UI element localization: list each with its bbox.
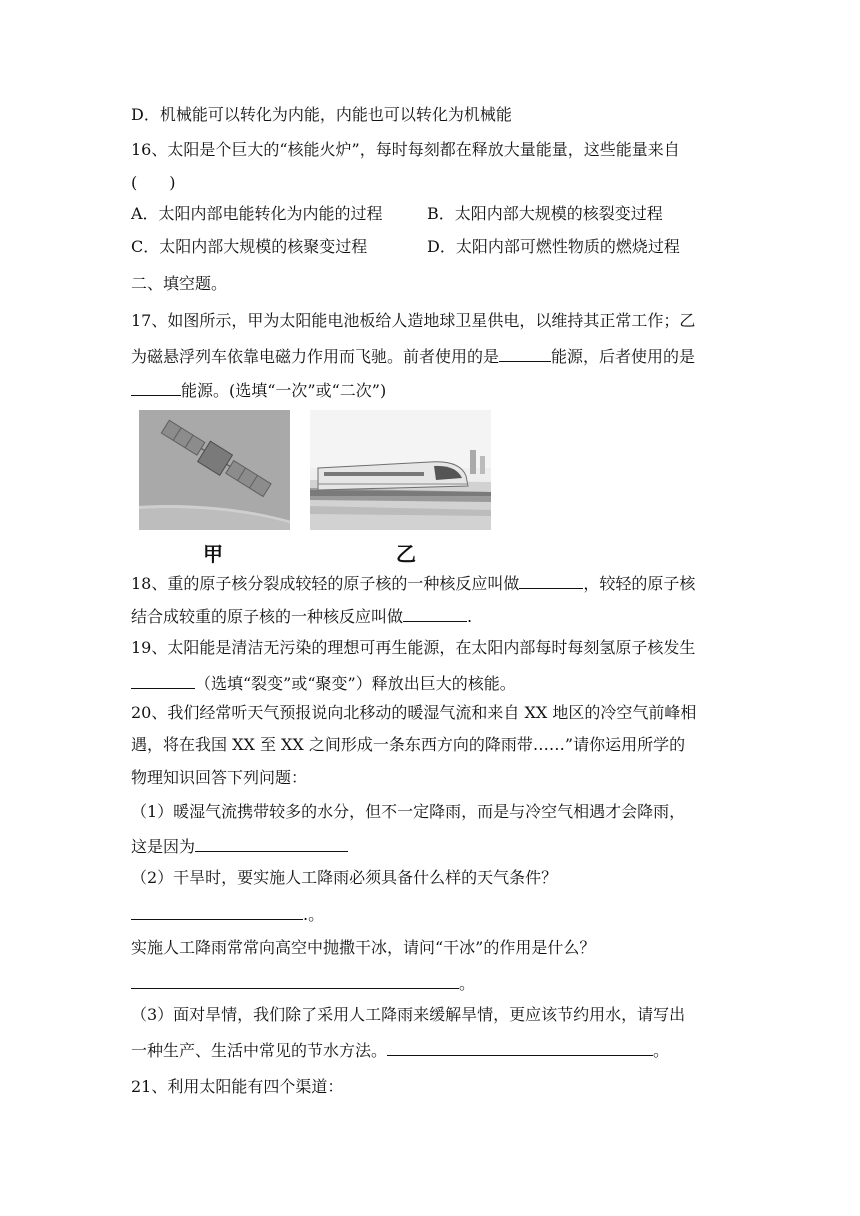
answer-blank[interactable] <box>403 604 467 622</box>
q18-text: ，较轻的原子核 <box>583 574 696 593</box>
section-heading: 二、填空题。 <box>131 274 228 293</box>
q20-part2: （2）干旱时，要实施人工降雨必须具备什么样的天气条件？ <box>131 868 558 887</box>
figure-caption-jia: 甲 <box>203 542 223 566</box>
answer-blank[interactable] <box>131 902 303 920</box>
q17-text: 能源。(选填“一次”或“二次”) <box>181 381 387 400</box>
q16-option-d: D．太阳内部可燃性物质的燃烧过程 <box>427 237 680 256</box>
q20-line-2: 遇，将在我国 XX 至 XX 之间形成一条东西方向的降雨带……”请你运用所学的 <box>131 735 686 754</box>
q18-text: 结合成较重的原子核的一种核反应叫做 <box>131 607 404 626</box>
q20-line-1: 20、我们经常听天气预报说向北移动的暖湿气流和来自 XX 地区的冷空气前峰相 <box>131 703 697 722</box>
q17-line-1: 17、如图所示，甲为太阳能电池板给人造地球卫星供电，以维持其正常工作；乙 <box>131 311 696 330</box>
q17-text: 能源，后者使用的是 <box>551 347 696 366</box>
q20-text: 。 <box>653 1041 670 1060</box>
q17-line-3 <box>131 378 386 402</box>
q18-line-2 <box>131 604 472 628</box>
q20-part2-answer <box>131 902 324 926</box>
answer-blank[interactable] <box>131 671 195 689</box>
figure-caption-yi: 乙 <box>396 542 416 566</box>
q20-text: 。 <box>459 974 476 993</box>
answer-blank[interactable] <box>195 834 348 852</box>
q16-answer-paren: ( ) <box>131 173 176 192</box>
q20-part2-dry-ice: 实施人工降雨常常向高空中抛撒干冰，请问“干冰”的作用是什么？ <box>131 938 596 957</box>
q20-dry-ice-answer <box>131 971 475 995</box>
q20-part1-line-2 <box>131 834 348 858</box>
q19-line-2 <box>131 671 516 695</box>
satellite-image <box>139 410 290 530</box>
answer-blank[interactable] <box>131 971 459 989</box>
q18-text: 18、重的原子核分裂成较轻的原子核的一种核反应叫做 <box>131 574 520 593</box>
q20-line-3: 物理知识回答下列问题： <box>131 768 308 787</box>
answer-blank[interactable] <box>387 1038 653 1056</box>
q16-stem: 16、太阳是个巨大的“核能火炉”，每时每刻都在释放大量能量，这些能量来自 <box>131 140 680 159</box>
q20-part3-line-1: （3）面对旱情，我们除了采用人工降雨来缓解旱情，更应该节约用水，请写出 <box>131 1005 686 1024</box>
answer-blank[interactable] <box>499 344 551 362</box>
q21-stem: 21、利用太阳能有四个渠道： <box>131 1077 344 1096</box>
q16-option-c: C．太阳内部大规模的核聚变过程 <box>131 237 368 256</box>
maglev-train-image <box>310 410 491 530</box>
q18-text: . <box>467 607 473 626</box>
q20-text: 一种生产、生活中常见的节水方法。 <box>131 1041 388 1060</box>
q16-option-b: B．太阳内部大规模的核裂变过程 <box>427 204 663 223</box>
q16-option-a: A．太阳内部电能转化为内能的过程 <box>131 204 383 223</box>
q15-option-d: D．机械能可以转化为内能，内能也可以转化为机械能 <box>131 105 512 124</box>
answer-blank[interactable] <box>131 378 181 396</box>
q20-text: 这是因为 <box>131 837 196 856</box>
q19-text: （选填“裂变”或“聚变”）释放出巨大的核能。 <box>195 674 516 693</box>
q20-part1-line-1: （1）暖湿气流携带较多的水分，但不一定降雨，而是与冷空气相遇才会降雨， <box>131 802 686 821</box>
q17-text: 为磁悬浮列车依靠电磁力作用而飞驰。前者使用的是 <box>131 347 500 366</box>
q18-line-1 <box>131 571 695 595</box>
answer-blank[interactable] <box>519 571 583 589</box>
q19-line-1: 19、太阳能是清洁无污染的理想可再生能源，在太阳内部每时每刻氢原子核发生 <box>131 638 696 657</box>
q20-part3-line-2 <box>131 1038 669 1062</box>
q20-text: .。 <box>303 905 325 924</box>
q17-line-2 <box>131 344 695 368</box>
